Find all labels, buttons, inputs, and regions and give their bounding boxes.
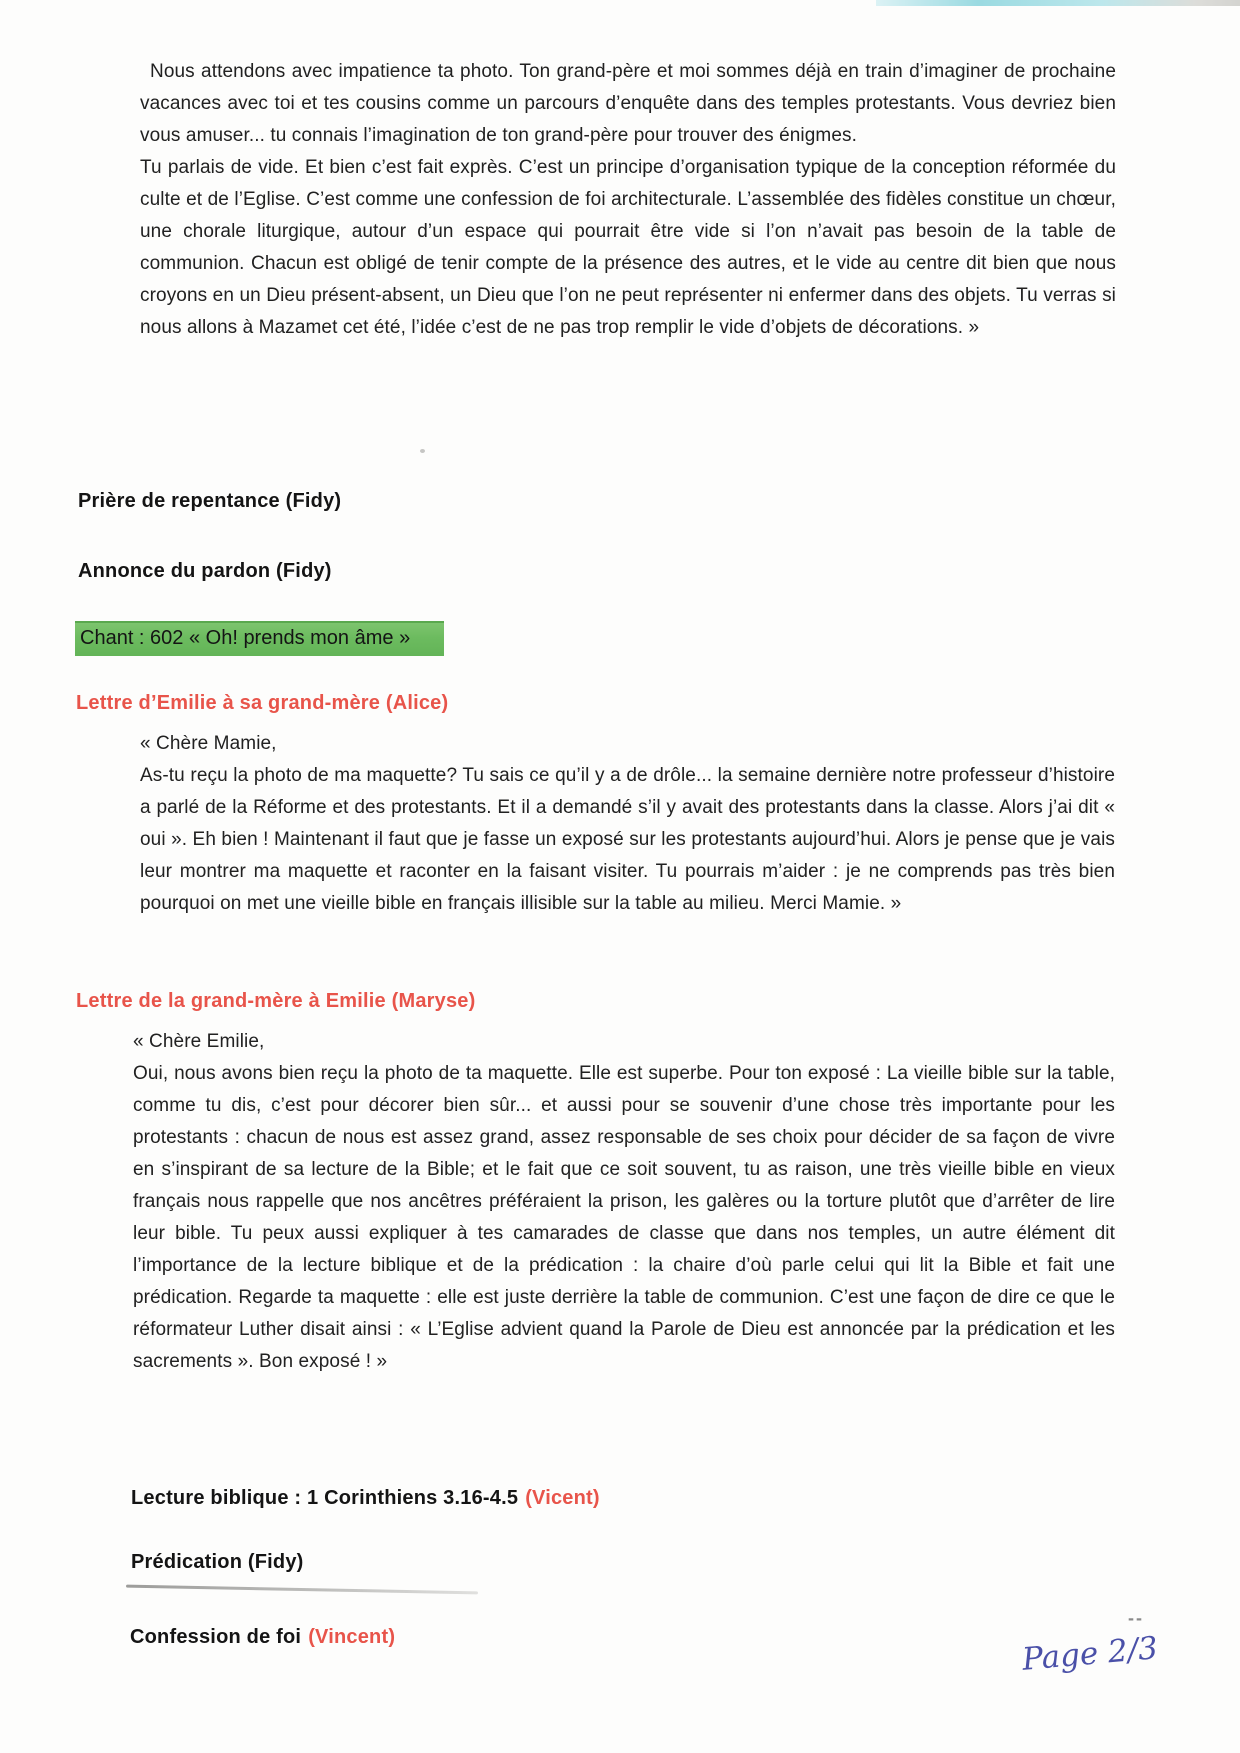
intro-letter-block <box>140 56 1116 344</box>
handwritten-page-number: Page 2/3 <box>1020 1630 1160 1678</box>
scan-artifact-underline <box>126 1585 478 1595</box>
heading-lecture-biblique <box>131 1487 600 1510</box>
lettre-emilie-text: As-tu reçu la photo de ma maquette? Tu sais ce qu’il y a de drôle... la semaine dernière notre professeur d’histoire a parlé de la Réforme et des protestants. Et il a demandé s’il y avait des protestants dans la classe. Alors j’ai dit « oui ». Eh bien ! Maintenant il faut que je fasse un exposé sur les protestants aujourd’hui. Alors je pense que je vais leur montrer ma maquette et raconter en la faisant visiter. Tu pourrais m’aider : je ne comprends pas très bien pourquoi on met une vieille bible en français illisible sur la table au milieu. Merci Mamie. » <box>140 765 1115 914</box>
heading-predication: Prédication (Fidy) <box>131 1551 304 1573</box>
heading-priere-de-repentance: Prière de repentance (Fidy) <box>78 490 342 512</box>
heading-lettre-grandmere: Lettre de la grand-mère à Emilie (Maryse) <box>76 990 476 1012</box>
lettre-grandmere-text: Oui, nous avons bien reçu la photo de ta maquette. Elle est superbe. Pour ton exposé : La vieille bible sur la table, comme tu dis, c’est pour décorer bien sûr... et aussi pour se souvenir d’une chose très importante pour les protestants : chacun de nous est assez grand, assez responsable de ses choix pour décider de sa façon de vivre en s’inspirant de sa lecture de la Bible; et le fait que ce soit souvent, tu as raison, une très vieille bible en vieux français nous rappelle que nos ancêtres préféraient la prison, les galères ou la torture plutôt que d’arrêter de lire leur bible. Tu peux aussi expliquer à tes camarades de classe que dans nos temples, un autre élément dit l’importance de la lecture biblique et de la prédication : la chaire d’où parle celui qui lit la Bible et fait une prédication. Regarde ta maquette : elle est juste derrière la table de communion. C’est une façon de dire ce que le réformateur Luther disait ainsi : « L’Eglise advient quand la Parole de Dieu est annoncée par la prédication et les sacrements ». Bon exposé ! » <box>133 1063 1115 1372</box>
heading-confession-de-foi <box>130 1626 395 1649</box>
heading-annonce-du-pardon: Annonce du pardon (Fidy) <box>78 560 332 582</box>
lecture-biblique-reader-name: (Vicent) <box>525 1487 600 1509</box>
lettre-emilie-body <box>140 728 1115 920</box>
lettre-grandmere-salutation: « Chère Emilie, <box>133 1031 265 1052</box>
heading-lettre-emilie: Lettre d’Emilie à sa grand-mère (Alice) <box>76 692 449 714</box>
lettre-grandmere-body <box>133 1026 1115 1378</box>
scan-speck <box>420 449 425 453</box>
chant-highlighted-line: Chant : 602 « Oh! prends mon âme » <box>75 621 444 656</box>
confession-label: Confession de foi <box>130 1626 302 1648</box>
scan-artifact-dashes: -- <box>1128 1608 1144 1628</box>
lecture-biblique-label: Lecture biblique : 1 Corinthiens 3.16-4.5 <box>131 1487 519 1509</box>
intro-paragraph-2: Tu parlais de vide. Et bien c’est fait exprès. C’est un principe d’organisation typique de la conception réformée du culte et de l’Eglise. C’est comme une confession de foi architecturale. L’assemblée des fidèles constitue un chœur, une chorale liturgique, autour d’un espace qui pourrait être vide si l’on n’avait pas besoin de la table de communion. Chacun est obligé de tenir compte de la présence des autres, et le vide au centre dit bien que nous croyons en un Dieu présent-absent, un Dieu que l’on ne peut représenter ni enfermer dans des objets. Tu verras si nous allons à Mazamet cet été, l’idée c’est de ne pas trop remplir le vide d’objets de décorations. » <box>140 157 1116 338</box>
confession-reader-name: (Vincent) <box>308 1626 396 1648</box>
lettre-emilie-salutation: « Chère Mamie, <box>140 733 277 754</box>
intro-paragraph-1: Nous attendons avec impatience ta photo. Ton grand-père et moi sommes déjà en train d’imaginer de prochaine vacances avec toi et tes cousins comme un parcours d’enquête dans des temples protestants. Vous devriez bien vous amuser... tu connais l’imagination de ton grand-père pour trouver des énigmes. <box>140 61 1116 146</box>
scan-artifact-teal-bar <box>876 0 1240 6</box>
